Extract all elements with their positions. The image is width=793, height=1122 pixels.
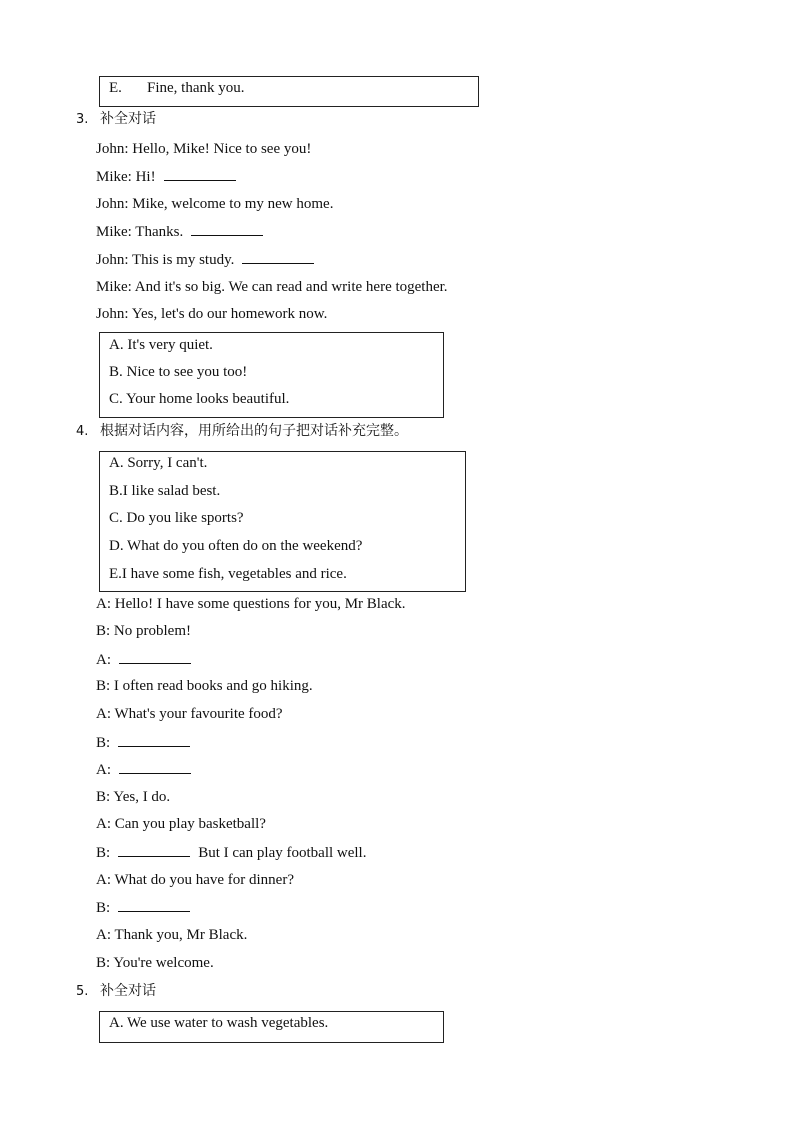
q4-option-b: B.I like salad best. xyxy=(109,483,221,499)
q5-title: 补全对话 xyxy=(100,983,156,999)
q4-line-14: B: You're welcome. xyxy=(96,955,214,971)
q4-line-7: A: xyxy=(96,759,191,780)
q4-line-3: A: xyxy=(96,649,191,670)
q4-number: 4. xyxy=(76,424,89,439)
q4-line-13: A: Thank you, Mr Black. xyxy=(96,927,248,943)
q3-line-1: John: Hello, Mike! Nice to see you! xyxy=(96,141,312,157)
q4-blank-4 xyxy=(118,842,190,857)
q4-line-9: A: Can you play basketball? xyxy=(96,816,266,832)
q4-line-12: B: xyxy=(96,897,190,918)
q4-blank-1 xyxy=(119,649,191,664)
q3-option-c: C. Your home looks beautiful. xyxy=(109,391,290,407)
q3-line-3: John: Mike, welcome to my new home. xyxy=(96,196,334,212)
q3-blank-1 xyxy=(164,166,236,181)
q4-line-1: A: Hello! I have some questions for you, Mr Black. xyxy=(96,596,406,612)
q4-line-4: B: I often read books and go hiking. xyxy=(96,678,313,694)
q4-line-6: B: xyxy=(96,732,190,753)
q4-title: 根据对话内容，用所给出的句子把对话补充完整。 xyxy=(100,423,408,439)
q2-option-e-letter: E. xyxy=(109,80,122,96)
q3-line-6: Mike: And it's so big. We can read and write here together. xyxy=(96,279,448,295)
q2-option-e-text: Fine, thank you. xyxy=(147,80,245,96)
q5-option-a: A. We use water to wash vegetables. xyxy=(109,1015,329,1031)
q3-option-b: B. Nice to see you too! xyxy=(109,364,248,380)
q4-blank-2 xyxy=(118,732,190,747)
q3-line-7: John: Yes, let's do our homework now. xyxy=(96,306,328,322)
q3-line-5: John: This is my study. xyxy=(96,249,314,270)
q4-option-c: C. Do you like sports? xyxy=(109,510,244,526)
q4-line-2: B: No problem! xyxy=(96,623,191,639)
q3-number: 3. xyxy=(76,112,89,127)
q5-number: 5. xyxy=(76,984,89,999)
q3-title: 补全对话 xyxy=(100,111,156,127)
q3-blank-2 xyxy=(191,221,263,236)
q4-option-a: A. Sorry, I can't. xyxy=(109,455,208,471)
q4-line-5: A: What's your favourite food? xyxy=(96,706,283,722)
q4-option-d: D. What do you often do on the weekend? xyxy=(109,538,363,554)
q3-option-a: A. It's very quiet. xyxy=(109,337,213,353)
q4-blank-3 xyxy=(119,759,191,774)
q4-line-10: B: But I can play football well. xyxy=(96,842,366,863)
q3-line-4: Mike: Thanks. xyxy=(96,221,263,242)
q4-option-e: E.I have some fish, vegetables and rice. xyxy=(109,566,347,582)
q4-line-11: A: What do you have for dinner? xyxy=(96,872,294,888)
q3-blank-3 xyxy=(242,249,314,264)
q3-line-2: Mike: Hi! xyxy=(96,166,236,187)
q4-line-8: B: Yes, I do. xyxy=(96,789,171,805)
q4-blank-5 xyxy=(118,897,190,912)
